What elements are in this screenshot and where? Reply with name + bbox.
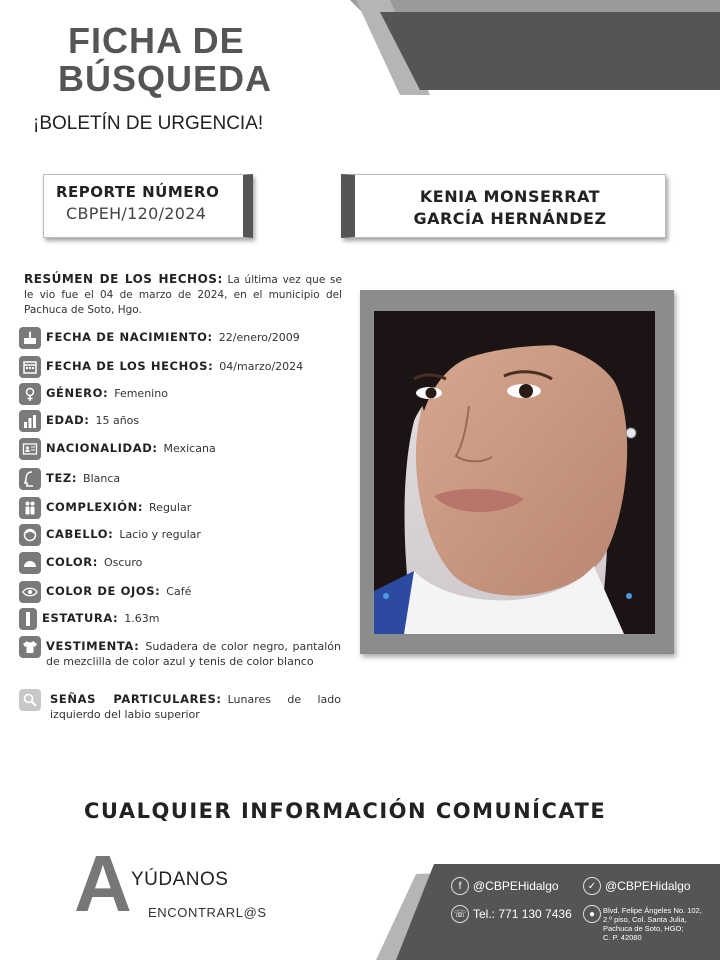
person-last-names: GARCÍA HERNÁNDEZ xyxy=(413,209,607,228)
field-label: SEÑAS PARTICULARES: xyxy=(50,692,222,706)
logo-text-line-1: YÚDANOS xyxy=(131,869,229,890)
field-hair-color xyxy=(19,552,341,574)
body-icon xyxy=(19,497,41,519)
contact-call-to-action: CUALQUIER INFORMACIÓN COMUNÍCATE xyxy=(84,799,607,823)
field-hair xyxy=(19,524,341,546)
field-label: ESTATURA: xyxy=(42,611,119,625)
field-label: COMPLEXIÓN: xyxy=(46,500,144,514)
field-value: Lacio y regular xyxy=(119,528,201,541)
field-height xyxy=(19,608,341,630)
field-birth-date xyxy=(19,327,341,349)
field-value: Oscuro xyxy=(103,556,143,569)
field-complexion-tone xyxy=(19,468,341,490)
field-age xyxy=(19,410,341,432)
address-line: 2.º piso, Col. Santa Julia, xyxy=(603,915,687,924)
field-label: COLOR DE OJOS: xyxy=(46,584,161,598)
field-event-date xyxy=(19,356,341,378)
field-gender xyxy=(19,383,341,405)
header-decoration xyxy=(350,0,720,95)
hair-color-icon xyxy=(19,552,41,574)
field-value: Lunares de lado izquierdo del labio superior xyxy=(50,693,341,721)
field-label: NACIONALIDAD: xyxy=(46,441,158,455)
field-value: 04/marzo/2024 xyxy=(219,360,304,373)
field-clothing xyxy=(19,636,341,669)
gender-icon xyxy=(19,383,41,405)
field-label: COLOR: xyxy=(46,555,98,569)
calendar-icon xyxy=(19,356,41,378)
facebook-handle: @CBPEHidalgo xyxy=(473,879,559,893)
field-build xyxy=(19,497,341,519)
field-value: 1.63m xyxy=(124,612,160,625)
field-label: FECHA DE LOS HECHOS: xyxy=(46,359,214,373)
field-label: CABELLO: xyxy=(46,527,114,541)
field-label: TEZ: xyxy=(46,471,78,485)
magnifier-icon xyxy=(19,689,41,711)
address-line: C. P. 42080 xyxy=(603,933,642,942)
twitter-handle: @CBPEHidalgo xyxy=(605,879,691,893)
field-value: Mexicana xyxy=(163,442,216,455)
twitter-icon: ✓ xyxy=(583,877,601,895)
summary-paragraph xyxy=(24,272,342,318)
facebook-icon: f xyxy=(451,877,469,895)
ruler-icon xyxy=(19,608,37,630)
field-value: Blanca xyxy=(83,472,121,485)
address-line: Blvd. Felipe Ángeles No. 102, xyxy=(603,906,702,915)
page-title xyxy=(58,22,272,98)
shirt-icon xyxy=(19,636,41,658)
twitter-contact[interactable] xyxy=(583,877,691,895)
title-line-2: BÚSQUEDA xyxy=(58,58,273,99)
phone-number: Tel.: 771 130 7436 xyxy=(473,907,572,921)
location-pin-icon: ● xyxy=(583,905,601,923)
logo-text-line-2: ENCONTRARL@S xyxy=(148,905,267,920)
field-value: Regular xyxy=(149,501,192,514)
logo-letter: A xyxy=(74,839,132,928)
field-value: Café xyxy=(166,585,192,598)
phone-icon: ☏ xyxy=(451,905,469,923)
field-label: EDAD: xyxy=(46,413,90,427)
facebook-contact[interactable] xyxy=(451,877,559,895)
hair-icon xyxy=(19,524,41,546)
face-profile-icon xyxy=(19,468,41,490)
bar-chart-icon xyxy=(19,410,41,432)
person-name-box xyxy=(341,174,666,238)
report-number-box xyxy=(43,174,253,238)
field-value: 15 años xyxy=(95,414,140,427)
person-first-names: KENIA MONSERRAT xyxy=(419,187,601,206)
address-line: Pachuca de Soto, HGO; xyxy=(603,924,684,933)
report-number: CBPEH/120/2024 xyxy=(66,204,207,223)
field-value: Sudadera de color negro, pantalón de mezclilla de color azul y tenis de color blanco xyxy=(46,640,341,668)
field-label: GÉNERO: xyxy=(46,386,109,400)
cake-icon xyxy=(19,327,41,349)
field-value: Femenino xyxy=(114,387,168,400)
person-photo xyxy=(374,311,655,634)
field-label: VESTIMENTA: xyxy=(46,639,140,653)
field-label: FECHA DE NACIMIENTO: xyxy=(46,330,213,344)
id-card-icon xyxy=(19,438,41,460)
field-value: 22/enero/2009 xyxy=(218,331,300,344)
location-contact xyxy=(583,905,605,923)
phone-contact[interactable] xyxy=(451,905,572,923)
title-line-1: FICHA DE xyxy=(68,20,245,61)
field-nationality xyxy=(19,438,341,460)
field-eye-color xyxy=(19,581,341,603)
summary-label: RESÚMEN DE LOS HECHOS: xyxy=(24,272,223,286)
office-address xyxy=(603,906,718,942)
field-distinguishing-marks xyxy=(19,689,341,722)
eye-icon xyxy=(19,581,41,603)
summary-text: La última vez que se le vio fue el 04 de marzo de 2024, en el municipio del Pachuca de Soto, Hgo. xyxy=(24,274,342,316)
urgency-subtitle: ¡BOLETÍN DE URGENCIA! xyxy=(33,113,264,134)
report-label: REPORTE NÚMERO xyxy=(56,183,220,201)
